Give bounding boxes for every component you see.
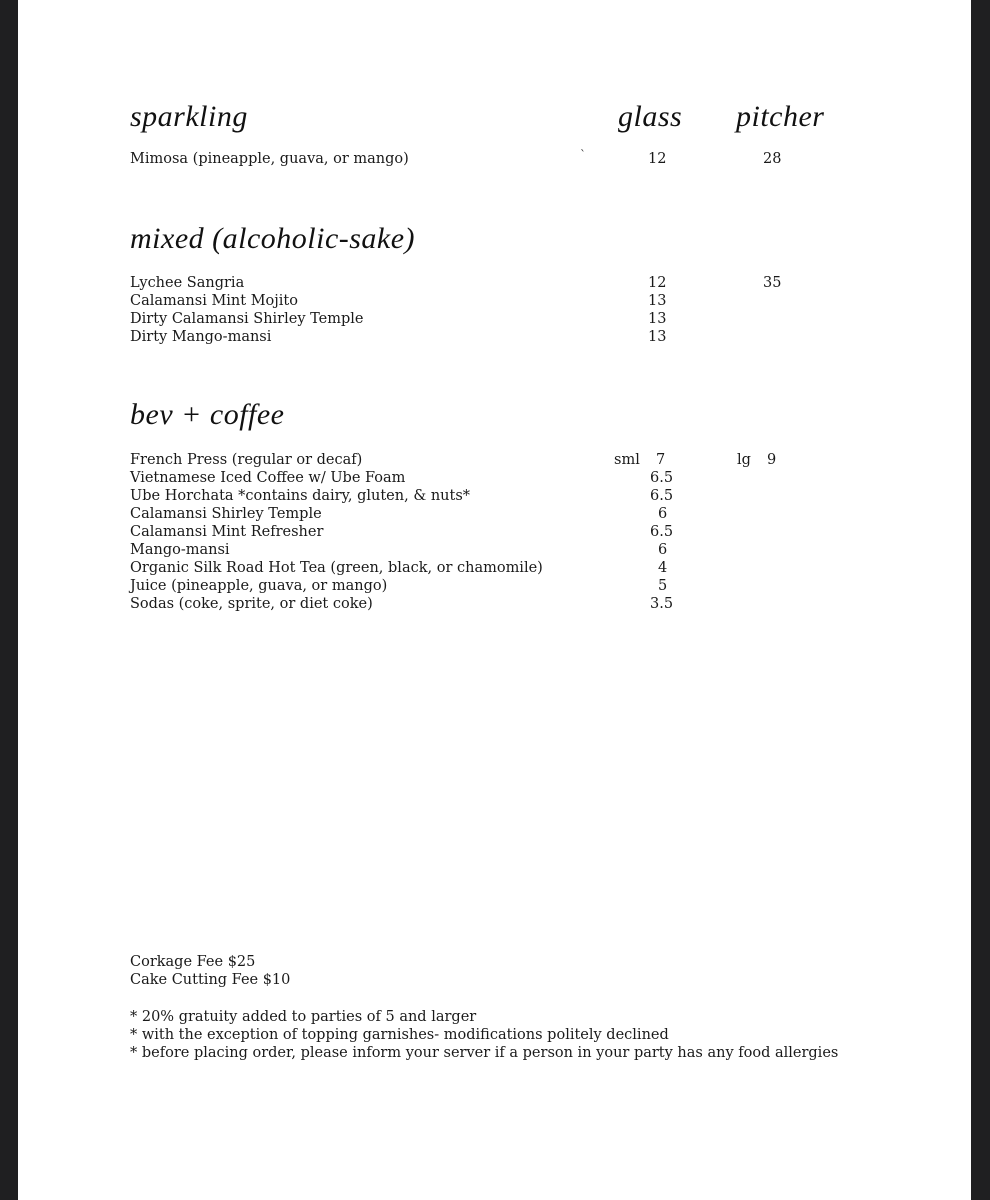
stray-mark: ` <box>580 148 586 162</box>
menu-item-name: Sodas (coke, sprite, or diet coke) <box>130 596 373 612</box>
item-price: 4 <box>658 560 668 576</box>
menu-item-name: Organic Silk Road Hot Tea (green, black, or chamomile) <box>130 560 543 576</box>
allergy-note: * before placing order, please inform your server if a person in your party has any food allergies <box>130 1045 839 1061</box>
small-size-label: sml <box>614 452 640 468</box>
menu-item-name: French Press (regular or decaf) <box>130 452 363 468</box>
cake-cutting-fee: Cake Cutting Fee $10 <box>130 972 291 988</box>
item-price: 6 <box>658 506 668 522</box>
menu-item-name: Dirty Calamansi Shirley Temple <box>130 311 364 327</box>
item-price: 6.5 <box>650 488 674 504</box>
mixed-heading: mixed (alcoholic-sake) <box>130 222 416 255</box>
pitcher-price: 28 <box>763 151 782 167</box>
large-size-price: 9 <box>767 452 777 468</box>
menu-item-name: Calamansi Mint Refresher <box>130 524 324 540</box>
menu-item-name: Dirty Mango-mansi <box>130 329 272 345</box>
item-price: 6 <box>658 542 668 558</box>
item-price: 3.5 <box>650 596 674 612</box>
menu-item-name: Vietnamese Iced Coffee w/ Ube Foam <box>130 470 406 486</box>
modifications-note: * with the exception of topping garnishes- modifications politely declined <box>130 1027 669 1043</box>
menu-page <box>18 0 971 1200</box>
item-price: 6.5 <box>650 470 674 486</box>
gratuity-note: * 20% gratuity added to parties of 5 and larger <box>130 1009 477 1025</box>
menu-item-name: Calamansi Shirley Temple <box>130 506 322 522</box>
menu-item-name: Juice (pineapple, guava, or mango) <box>130 578 388 594</box>
glass-price: 12 <box>648 151 667 167</box>
menu-item-name: Mimosa (pineapple, guava, or mango) <box>130 151 409 167</box>
bev-coffee-heading: bev + coffee <box>130 398 285 431</box>
small-size-price: 7 <box>656 452 666 468</box>
pitcher-column-heading: pitcher <box>736 100 825 133</box>
large-size-label: lg <box>737 452 751 468</box>
pitcher-price: 35 <box>763 275 782 291</box>
glass-price: 13 <box>648 293 667 309</box>
glass-price: 12 <box>648 275 667 291</box>
corkage-fee: Corkage Fee $25 <box>130 954 256 970</box>
sparkling-heading: sparkling <box>130 100 248 133</box>
menu-item-name: Calamansi Mint Mojito <box>130 293 298 309</box>
item-price: 5 <box>658 578 668 594</box>
item-price: 6.5 <box>650 524 674 540</box>
glass-price: 13 <box>648 329 667 345</box>
menu-item-name: Mango-mansi <box>130 542 230 558</box>
menu-item-name: Ube Horchata *contains dairy, gluten, & nuts* <box>130 488 471 504</box>
glass-price: 13 <box>648 311 667 327</box>
menu-item-name: Lychee Sangria <box>130 275 245 291</box>
glass-column-heading: glass <box>618 100 683 133</box>
